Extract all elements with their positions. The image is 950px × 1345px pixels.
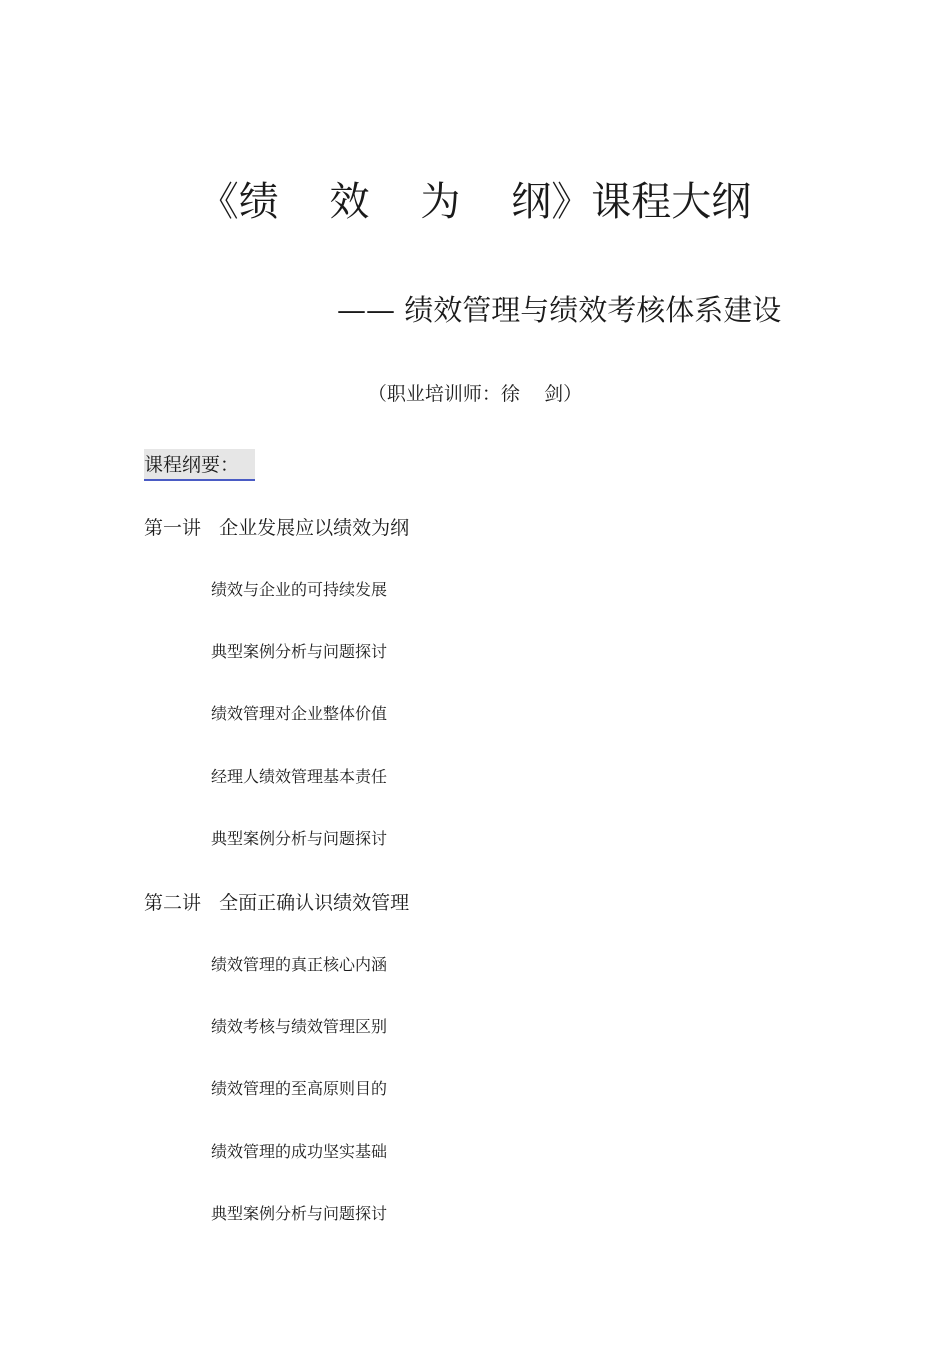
course-summary-label: 课程纲要： <box>144 449 255 481</box>
document-subtitle: —— 绩效管理与绩效考核体系建设 <box>337 293 782 327</box>
lecture-1-item: 典型案例分析与问题探讨 <box>211 642 388 661</box>
lecture-2-item: 绩效管理的至高原则目的 <box>211 1079 388 1098</box>
lecture-1-item: 典型案例分析与问题探讨 <box>211 829 388 848</box>
instructor-line: （职业培训师：徐 剑） <box>367 383 583 405</box>
lecture-1-heading: 第一讲 企业发展应以绩效为纲 <box>144 517 410 539</box>
lecture-2-item: 典型案例分析与问题探讨 <box>211 1204 388 1223</box>
lecture-1-item: 绩效管理对企业整体价值 <box>211 704 388 723</box>
lecture-2-item: 绩效管理的成功坚实基础 <box>211 1142 388 1161</box>
lecture-1-item: 绩效与企业的可持续发展 <box>211 580 388 599</box>
lecture-2-item: 绩效管理的真正核心内涵 <box>211 955 388 974</box>
document-title: 《绩 效 为 纲》课程大纲 <box>198 179 752 225</box>
lecture-2-heading: 第二讲 全面正确认识绩效管理 <box>144 892 410 914</box>
lecture-1-item: 经理人绩效管理基本责任 <box>211 767 388 786</box>
lecture-2-item: 绩效考核与绩效管理区别 <box>211 1017 388 1036</box>
